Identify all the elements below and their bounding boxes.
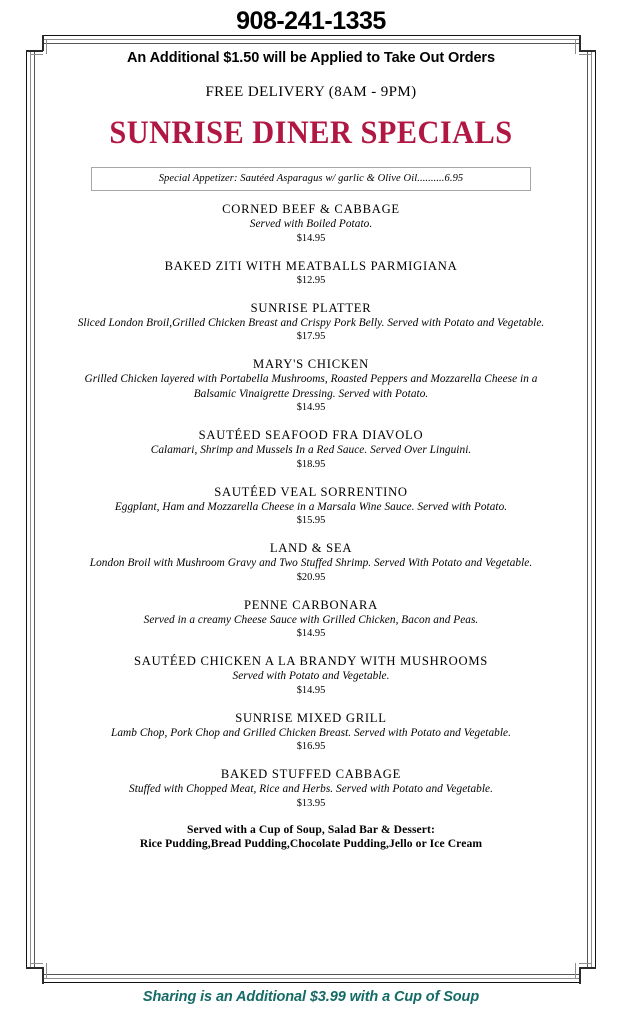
- menu-item-name: BAKED STUFFED CABBAGE: [220, 767, 402, 781]
- menu-item-description: Eggplant, Ham and Mozzarella Cheese in a Marsala Wine Sauce. Served with Potato.: [114, 500, 508, 513]
- menu-item: [48, 540, 574, 585]
- menu-item: [48, 653, 574, 698]
- takeout-surcharge-note: An Additional $1.50 will be Applied to Take Out Orders: [127, 50, 495, 66]
- menu-item: [48, 710, 574, 755]
- menu-item-description: Served with Boiled Potato.: [249, 218, 373, 230]
- menu-item-description: Stuffed with Chopped Meat, Rice and Herbs. Served with Potato and Vegetable.: [129, 783, 493, 795]
- sharing-charge-note: Sharing is an Additional $3.99 with a Cup of Soup: [142, 989, 480, 1005]
- menu-item-price: $20.95: [296, 571, 326, 583]
- included-line-2: Rice Pudding,Bread Pudding,Chocolate Pudding,Jello or Ice Cream: [139, 837, 483, 850]
- menu-item-name: SAUTÉED CHICKEN A LA BRANDY WITH MUSHROOMS: [133, 654, 489, 668]
- menu-item-price: $14.95: [296, 402, 326, 413]
- menu-item: [48, 597, 574, 642]
- menu-item-description: Grilled Chicken layered with Portabella Mushrooms, Roasted Peppers and Mozzarella Cheese in a Balsamic Vinaigrette Dressing. Served with Potato.: [84, 373, 538, 400]
- menu-item-name: SAUTÉED SEAFOOD FRA DIAVOLO: [198, 428, 424, 442]
- menu-item-name: MARY'S CHICKEN: [253, 357, 369, 371]
- menu-item-price: $14.95: [296, 232, 326, 244]
- menu-item-name: SUNRISE MIXED GRILL: [235, 710, 387, 725]
- menu-item-description: Calamari, Shrimp and Mussels In a Red Sauce. Served Over Linguini.: [150, 444, 472, 456]
- menu-item: [48, 258, 574, 288]
- menu-item: [48, 427, 574, 472]
- menu-item-price: $14.95: [296, 684, 326, 696]
- menu-item-price: $14.95: [296, 628, 326, 639]
- menu-item-price: $16.95: [296, 741, 326, 752]
- menu-item-price: $18.95: [296, 458, 326, 470]
- menu-item-name: SUNRISE PLATTER: [250, 300, 372, 315]
- included-line-1: Served with a Cup of Soup, Salad Bar & Dessert:: [187, 822, 435, 836]
- menu-item-price: $12.95: [296, 274, 326, 286]
- menu-item-price: $15.95: [296, 515, 326, 526]
- included-with-entree-block: [48, 823, 574, 852]
- menu-item-name: BAKED ZITI WITH MEATBALLS PARMIGIANA: [164, 258, 458, 273]
- menu-item-list: [48, 201, 574, 811]
- menu-item-price: $17.95: [296, 331, 326, 342]
- menu-item-name: PENNE CARBONARA: [243, 597, 379, 612]
- menu-item-description: London Broil with Mushroom Gravy and Two Stuffed Shrimp. Served With Potato and Vegetable.: [89, 557, 533, 569]
- menu-item-name: CORNED BEEF & CABBAGE: [222, 202, 400, 216]
- menu-item: [48, 201, 574, 246]
- menu-item: [48, 356, 574, 415]
- special-appetizer-text: Special Appetizer: Sautéed Asparagus w/ garlic & Olive Oil..........6.95: [158, 173, 464, 184]
- menu-item-name: SAUTÉED VEAL SORRENTINO: [214, 484, 408, 499]
- menu-item-description: Served with Potato and Vegetable.: [232, 670, 390, 682]
- menu-item-description: Served in a creamy Cheese Sauce with Grilled Chicken, Bacon and Peas.: [143, 613, 479, 626]
- menu-item: [48, 484, 574, 529]
- page-title: SUNRISE DINER SPECIALS: [109, 115, 513, 151]
- menu-item: [48, 300, 574, 345]
- menu-item-description: Lamb Chop, Pork Chop and Grilled Chicken Breast. Served with Potato and Vegetable.: [111, 726, 511, 739]
- menu-sheet: [38, 44, 584, 974]
- free-delivery-note: FREE DELIVERY (8AM - 9PM): [205, 84, 417, 100]
- phone-number: 908-241-1335: [236, 7, 386, 35]
- special-appetizer-box: [91, 167, 531, 191]
- menu-item: [48, 766, 574, 811]
- menu-item-description: Sliced London Broil,Grilled Chicken Breast and Crispy Pork Belly. Served with Potato and Vegetable.: [77, 316, 545, 329]
- menu-item-price: $13.95: [296, 797, 326, 809]
- menu-item-name: LAND & SEA: [269, 541, 353, 555]
